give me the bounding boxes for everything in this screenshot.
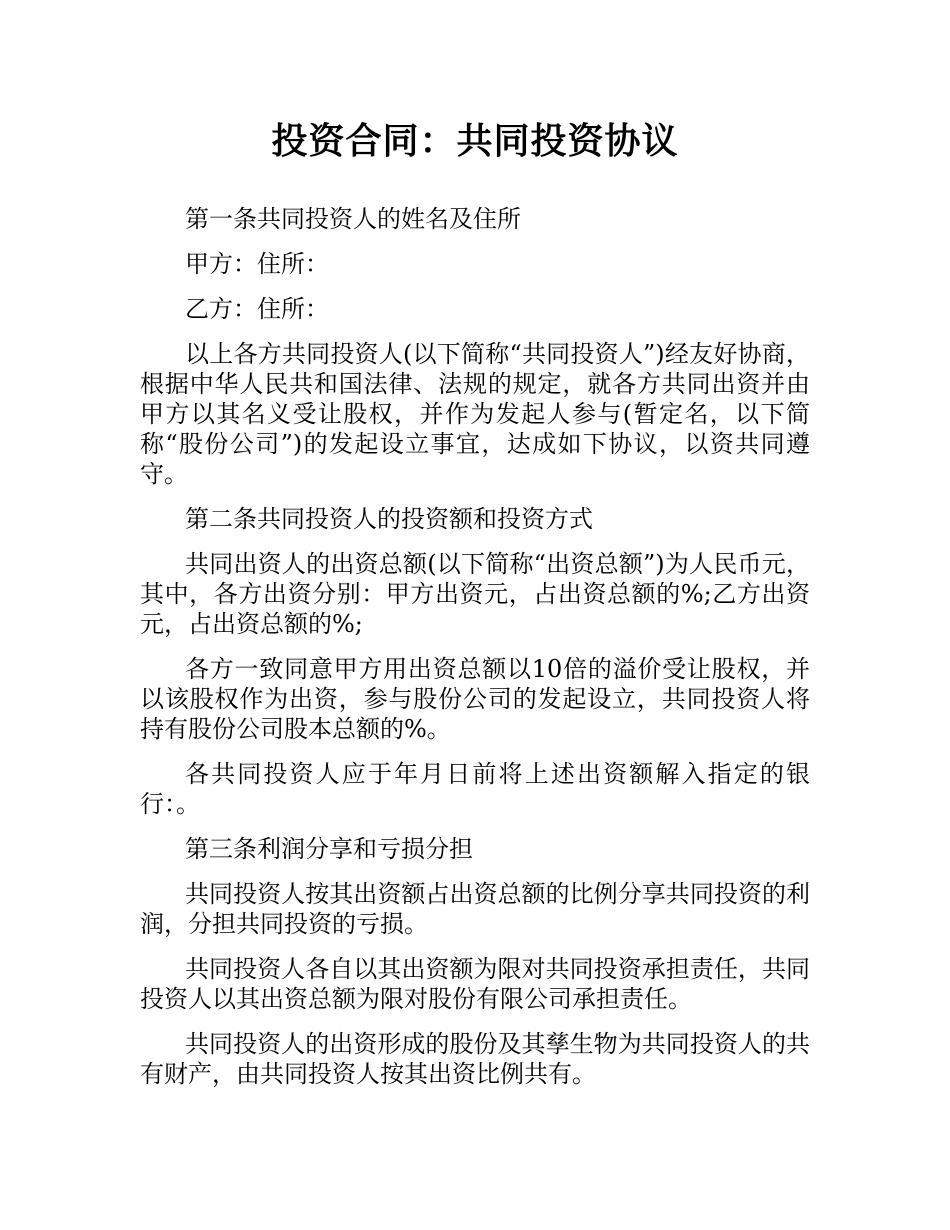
party-b-line: 乙方：住所： xyxy=(185,295,329,323)
article-heading-3: 第三条利润分享和亏损分担 xyxy=(185,835,473,863)
party-a-line: 甲方：住所： xyxy=(185,250,329,278)
profit-sharing-paragraph: 共同投资人按其出资额占出资总额的比例分享共同投资的利润，分担共同投资的亏损。 xyxy=(140,880,810,938)
article-heading-2: 第二条共同投资人的投资额和投资方式 xyxy=(185,505,593,533)
joint-property-paragraph: 共同投资人的出资形成的股份及其孳生物为共同投资人的共有财产，由共同投资人按其出资比例共有。 xyxy=(140,1030,810,1088)
equity-transfer-paragraph: 各方一致同意甲方用出资总额以10倍的溢价受让股权，并以该股权作为出资，参与股份公司的发起设立，共同投资人将持有股份公司股本总额的%。 xyxy=(140,655,810,743)
investment-amount-paragraph: 共同出资人的出资总额(以下简称“出资总额”)为人民币元，其中，各方出资分别：甲方出资元，占出资总额的%;乙方出资元，占出资总额的%; xyxy=(140,550,810,638)
liability-paragraph: 共同投资人各自以其出资额为限对共同投资承担责任，共同投资人以其出资总额为限对股份有限公司承担责任。 xyxy=(140,955,810,1013)
preamble-paragraph: 以上各方共同投资人(以下简称“共同投资人”)经友好协商，根据中华人民共和国法律、法规的规定，就各方共同出资并由甲方以其名义受让股权，并作为发起人参与(暂定名，以下简称“股份公司”)的发起设立事宜，达成如下协议，以资共同遵守。 xyxy=(140,340,810,488)
article-heading-1: 第一条共同投资人的姓名及住所 xyxy=(185,205,521,233)
document-title: 投资合同：共同投资协议 xyxy=(271,121,679,162)
payment-deadline-paragraph: 各共同投资人应于年月日前将上述出资额解入指定的银行：。 xyxy=(140,760,810,818)
document-body xyxy=(140,204,810,1104)
